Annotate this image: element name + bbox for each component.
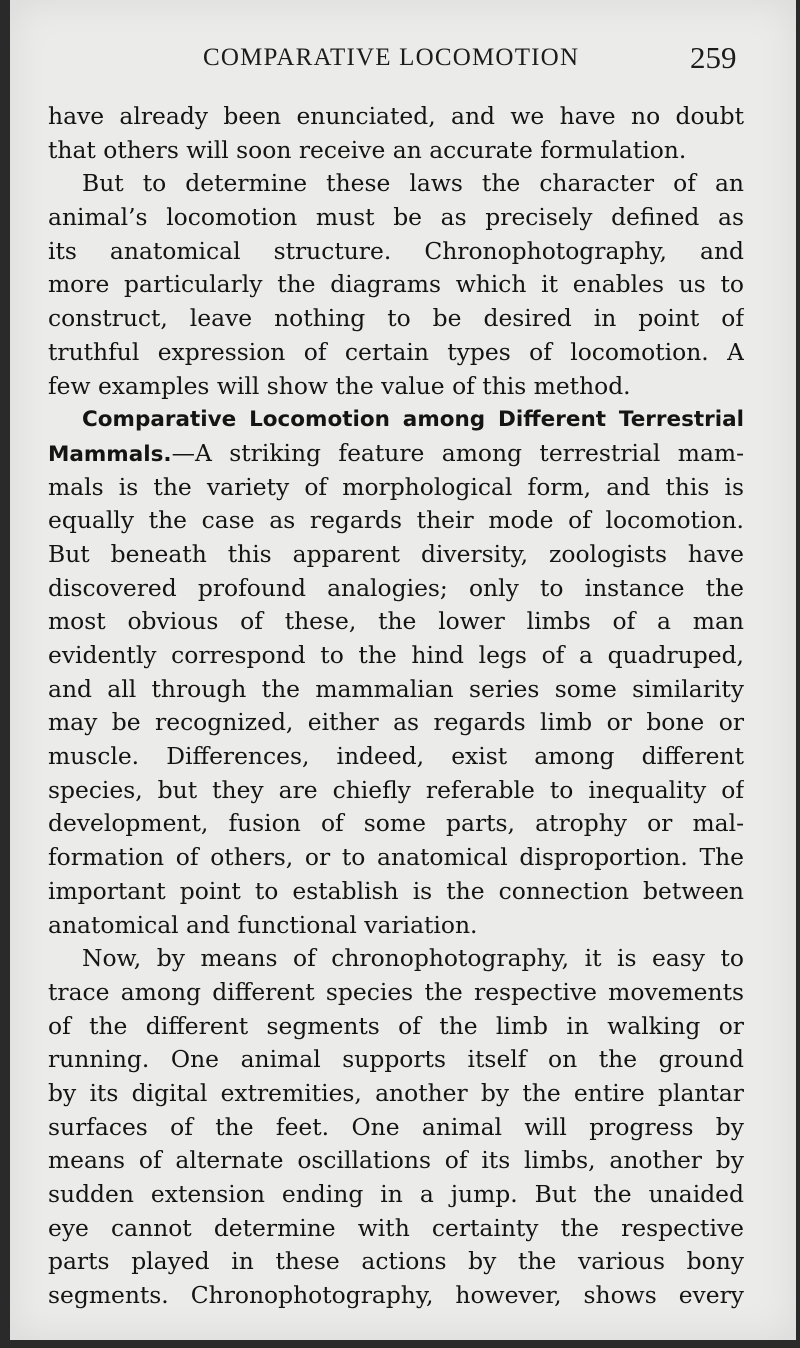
text-line: evidently correspond to the hind legs of a quadruped, <box>48 641 744 669</box>
text-line: anatomical and functional variation. <box>48 910 478 939</box>
text-line: discovered profound analogies; only to instance the <box>48 573 744 602</box>
running-title: COMPARATIVE LOCOMOTION <box>203 44 580 71</box>
text-line: mals is the variety of morphological form, and this is <box>48 472 744 501</box>
paragraph-1 <box>48 100 744 167</box>
heading-continuation-line <box>48 437 744 471</box>
section-lead-text: —A striking feature among terrestrial mam- <box>171 438 744 467</box>
text-line: parts played in these actions by the various bony <box>48 1247 744 1276</box>
text-line: construct, leave nothing to be desired in point of <box>48 304 744 333</box>
text-line: means of alternate oscillations of its limbs, another by <box>48 1146 744 1175</box>
text-line: of the different segments of the limb in walking or <box>48 1011 744 1040</box>
book-page <box>10 0 796 1340</box>
text-line: muscle. Differences, indeed, exist among different <box>48 742 744 771</box>
section-heading-tail: Mammals. <box>48 441 172 467</box>
text-line: may be recognized, either as regards limb or bone or <box>48 708 744 737</box>
text-line: running. One animal supports itself on the ground <box>48 1045 744 1074</box>
text-line: trace among different species the respective movements <box>48 977 744 1006</box>
text-line: important point to establish is the connection between <box>48 876 744 905</box>
paragraph-2 <box>48 167 744 403</box>
page-header <box>10 40 796 76</box>
text-line: species, but they are chiefly referable to inequality of <box>48 775 744 804</box>
text-line: have already been enunciated, and we have no doubt <box>48 102 744 130</box>
paragraph-3 <box>48 403 744 942</box>
text-line: Now, by means of chronophotography, it is easy to <box>82 944 744 973</box>
paragraph-4 <box>48 942 744 1313</box>
text-line: segments. Chronophotography, however, shows every <box>48 1281 744 1310</box>
text-line: sudden extension ending in a jump. But the unaided <box>48 1180 744 1208</box>
text-line: more particularly the diagrams which it enables us to <box>48 270 744 299</box>
text-line: few examples will show the value of this method. <box>48 371 631 400</box>
text-line: But to determine these laws the character of an <box>82 169 744 198</box>
text-line: development, fusion of some parts, atrophy or mal- <box>48 809 744 838</box>
page-number: 259 <box>690 40 737 75</box>
text-line: animal’s locomotion must be as precisely defined as <box>48 203 744 232</box>
text-line: formation of others, or to anatomical disproportion. The <box>48 843 744 872</box>
text-line: most obvious of these, the lower limbs of a man <box>48 607 744 636</box>
text-line: that others will soon receive an accurate formulation. <box>48 135 687 164</box>
text-line: truthful expression of certain types of locomotion. A <box>48 337 744 366</box>
text-line: and all through the mammalian series some similarity <box>48 674 744 703</box>
text-line: by its digital extremities, another by the entire plantar <box>48 1078 744 1107</box>
text-line: eye cannot determine with certainty the respective <box>48 1213 744 1242</box>
text-line: equally the case as regards their mode of locomotion. <box>48 506 744 535</box>
text-line: surfaces of the feet. One animal will progress by <box>48 1112 744 1141</box>
section-heading: Comparative Locomotion among Different Terrestrial <box>82 407 744 433</box>
body-text <box>48 100 744 1313</box>
text-line: But beneath this apparent diversity, zoologists have <box>48 539 744 568</box>
text-line: its anatomical structure. Chronophotography, and <box>48 236 744 265</box>
